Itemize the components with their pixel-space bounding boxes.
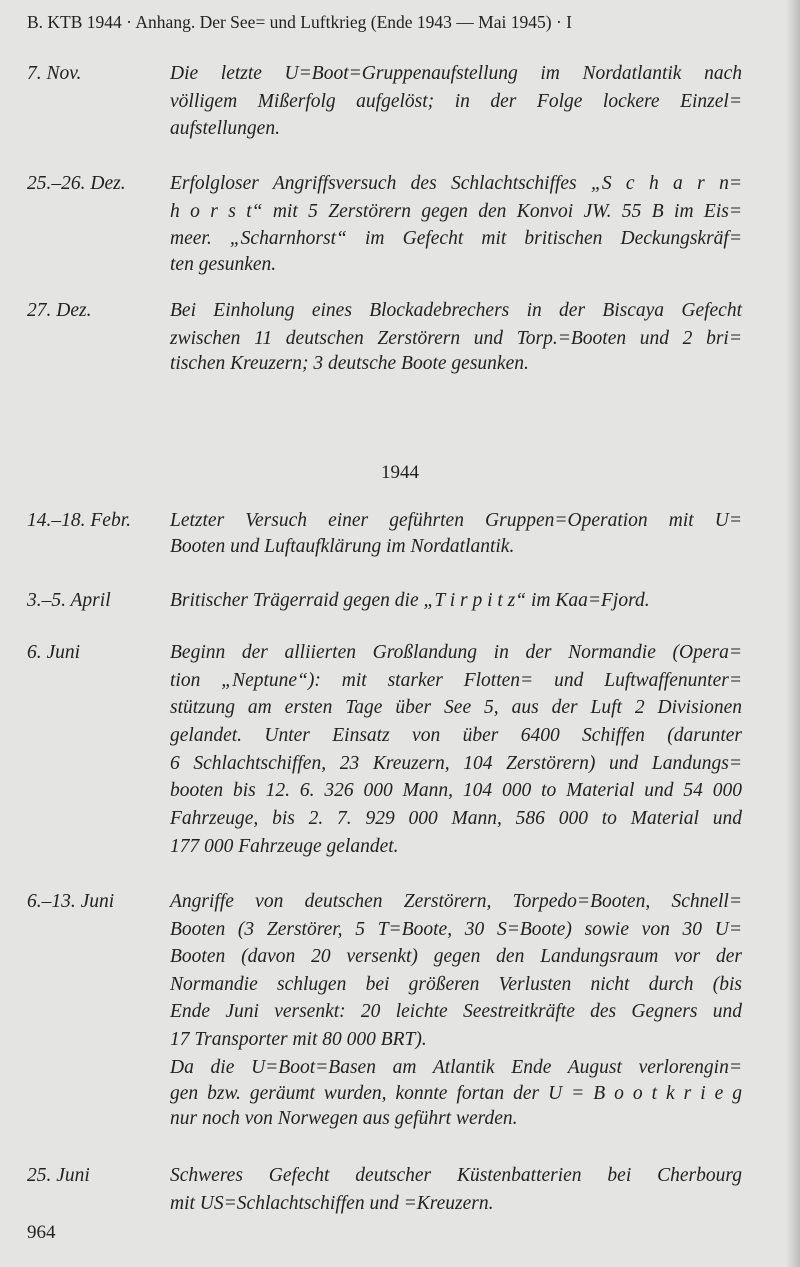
entry-text-line: ten gesunken. (170, 254, 277, 275)
entry-text-line: mit US=Schlachtschiffen und =Kreuzern. (170, 1193, 494, 1214)
entry-date: 6. Juni (27, 642, 81, 663)
entry-text-line: gelandet. Unter Einsatz von über 6400 Schiffen (darunter (170, 725, 742, 746)
entry-text-line: Angriffe von deutschen Zerstörern, Torpedo=Booten, Schnell= (170, 891, 742, 912)
entry-date: 7. Nov. (27, 63, 82, 84)
entry-date: 27. Dez. (27, 300, 92, 321)
entry-date: 14.–18. Febr. (27, 510, 131, 531)
entry-date: 25. Juni (27, 1165, 90, 1186)
entry-text-line: Beginn der alliierten Großlandung in der Normandie (Opera= (170, 642, 742, 663)
entry-text-line: aufstellungen. (170, 118, 280, 139)
entry-text-line: Fahrzeuge, bis 2. 7. 929 000 Mann, 586 000 to Material und (170, 808, 742, 829)
entry-text-line: Britischer Trägerraid gegen die „T i r p i t z“ im Kaa=Fjord. (170, 590, 650, 611)
entry-text-line: tion „Neptune“): mit starker Flotten= und Luftwaffenunter= (170, 670, 742, 691)
entry-text-line: Normandie schlugen bei größeren Verlusten nicht durch (bis (170, 974, 742, 995)
entry-date: 6.–13. Juni (27, 891, 115, 912)
entry-text-line: zwischen 11 deutschen Zerstörern und Torp.=Booten und 2 bri= (170, 328, 742, 349)
entry-text-line: Booten (davon 20 versenkt) gegen den Landungsraum vor der (170, 946, 742, 967)
entry-text-line: Ende Juni versenkt: 20 leichte Seestreitkräfte des Gegners und (170, 1001, 742, 1022)
running-header: B. KTB 1944 · Anhang. Der See= und Luftkrieg (Ende 1943 — Mai 1945) · I (27, 12, 572, 32)
entry-text-line: tischen Kreuzern; 3 deutsche Boote gesunken. (170, 353, 529, 374)
entry-text-line: nur noch von Norwegen aus geführt werden. (170, 1108, 518, 1129)
page-edge-shadow (786, 0, 800, 1267)
entry-date: 25.–26. Dez. (27, 173, 126, 194)
entry-text-line: meer. „Scharnhorst“ im Gefecht mit britischen Deckungskräf= (170, 228, 742, 249)
entry-text-line: 177 000 Fahrzeuge gelandet. (170, 836, 399, 857)
entry-text-line: booten bis 12. 6. 326 000 Mann, 104 000 to Material und 54 000 (170, 780, 742, 801)
entry-text-line: h o r s t“ mit 5 Zerstörern gegen den Konvoi JW. 55 B im Eis= (170, 201, 742, 222)
entry-text-line: Booten und Luftaufklärung im Nordatlantik. (170, 536, 515, 557)
entry-text-line: Die letzte U=Boot=Gruppenaufstellung im Nordatlantik nach (170, 63, 742, 84)
entry-text-line: Da die U=Boot=Basen am Atlantik Ende August verlorengin= (170, 1057, 742, 1078)
entry-text-line: Erfolgloser Angriffsversuch des Schlachtschiffes „S c h a r n= (170, 173, 742, 194)
entry-text-line: stützung am ersten Tage über See 5, aus der Luft 2 Divisionen (170, 697, 742, 718)
year-heading: 1944 (381, 462, 419, 483)
entry-text-line: Schweres Gefecht deutscher Küstenbatterien bei Cherbourg (170, 1165, 742, 1186)
entry-date: 3.–5. April (27, 590, 111, 611)
entry-text-line: 6 Schlachtschiffen, 23 Kreuzern, 104 Zerstörern) und Landungs= (170, 753, 742, 774)
entry-text-line: Letzter Versuch einer geführten Gruppen=Operation mit U= (170, 510, 742, 531)
entry-text-line: Bei Einholung eines Blockadebrechers in der Biscaya Gefecht (170, 300, 742, 321)
entry-text-line: völligem Mißerfolg aufgelöst; in der Folge lockere Einzel= (170, 91, 742, 112)
entry-text-line: gen bzw. geräumt wurden, konnte fortan der U = B o o t k r i e g (170, 1083, 742, 1104)
page-number: 964 (27, 1222, 56, 1243)
entry-text-line: 17 Transporter mit 80 000 BRT). (170, 1029, 427, 1050)
entry-text-line: Booten (3 Zerstörer, 5 T=Boote, 30 S=Boote) sowie von 30 U= (170, 919, 742, 940)
